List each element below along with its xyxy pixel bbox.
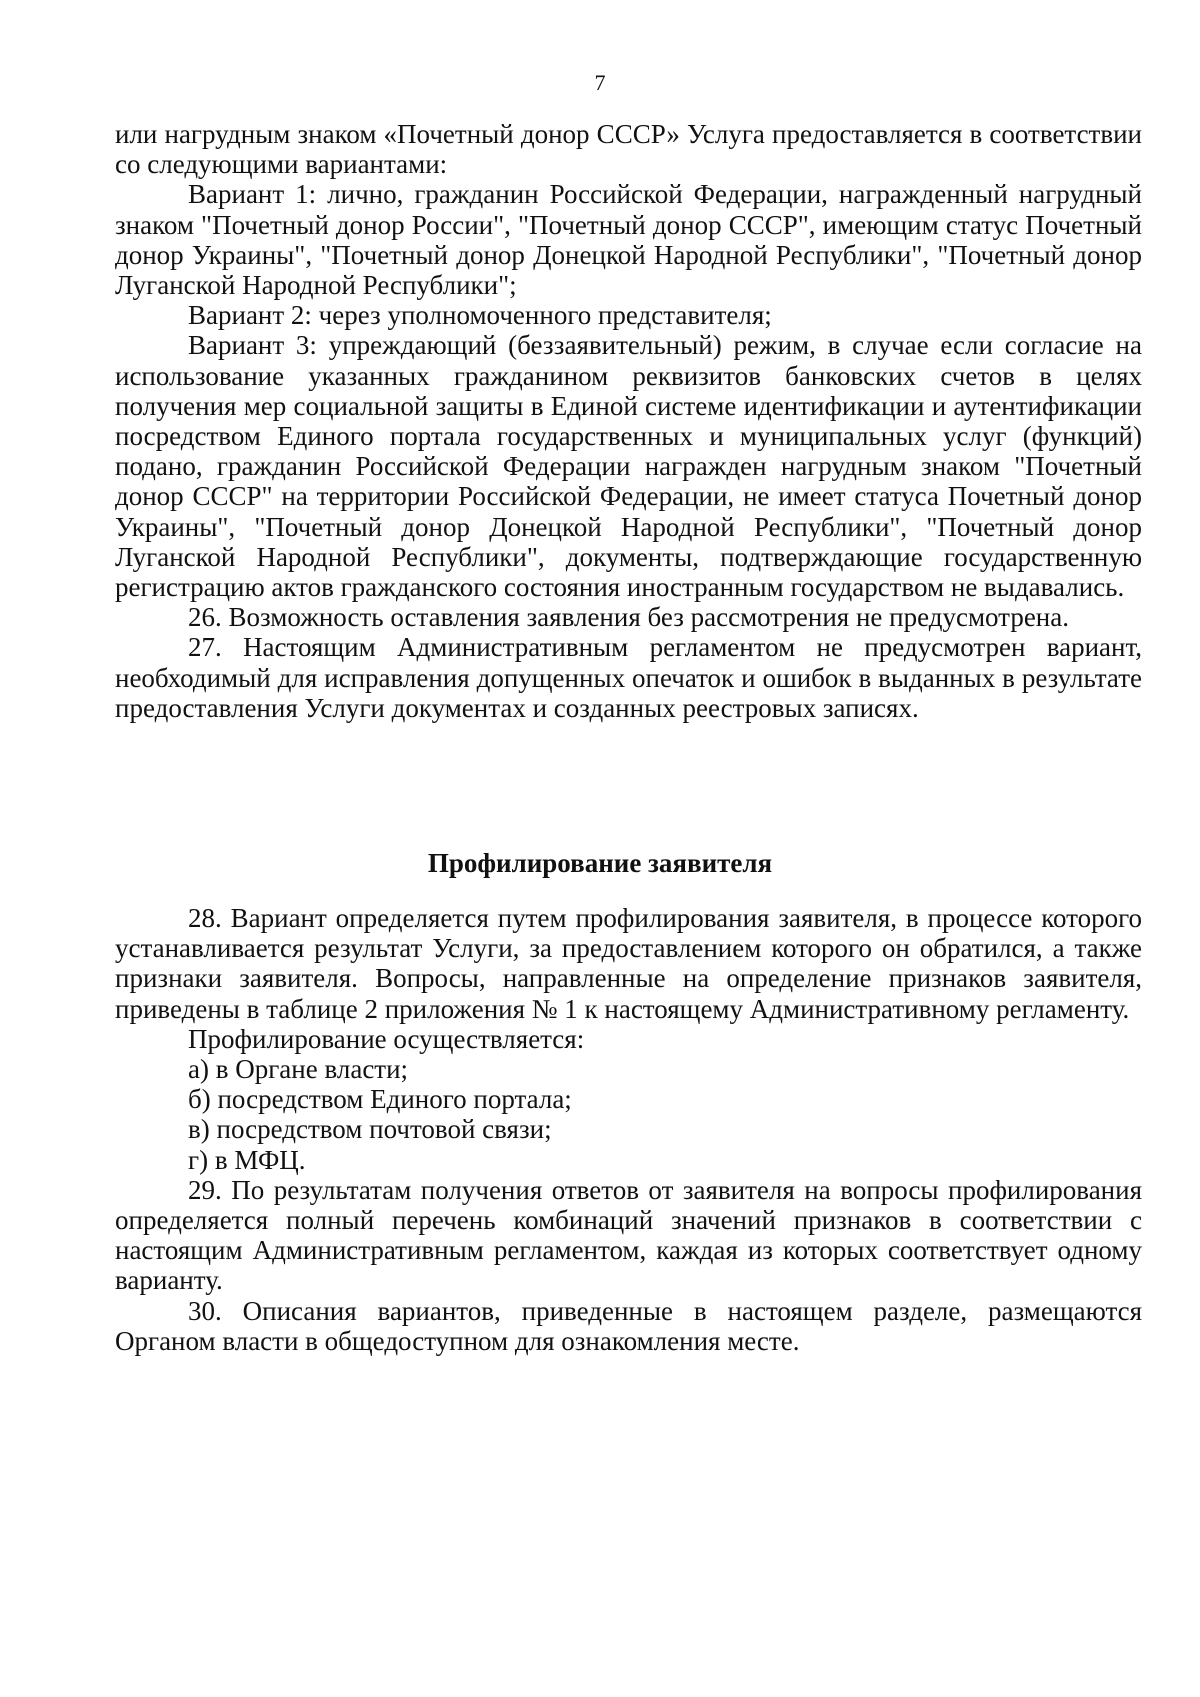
list-item-b: б) посредством Единого портала;: [188, 1084, 572, 1115]
paragraph-28: 28. Вариант определяется путем профилирования заявителя, в процессе которого устанавливается результат Услуги, за предоставлением которого он обратился, а также признаки заявителя. Вопросы, направленные на определение признаков заявителя, приведены в таблице 2 приложения № 1 к настоящему Административному регламенту.: [115, 903, 1142, 1024]
paragraph-variant-2: Вариант 2: через уполномоченного представителя;: [188, 300, 772, 331]
paragraph-27: 27. Настоящим Административным регламентом не предусмотрен вариант, необходимый для исправления допущенных опечаток и ошибок в выданных в результате предоставления Услуги документах и созданных реестровых записях.: [115, 632, 1142, 723]
list-item-a: а) в Органе власти;: [188, 1054, 409, 1085]
body-text-top: [115, 119, 1142, 723]
paragraph-variant-1: Вариант 1: лично, гражданин Российской Федерации, награжденный нагрудный знаком "Почетный донор России", "Почетный донор СССР", имеющим статус Почетный донор Украины", "Почетный донор Донецкой Народной Республики", "Почетный донор Луганской Народной Республики";: [115, 179, 1142, 301]
paragraph-29: 29. По результатам получения ответов от заявителя на вопросы профилирования определяется полный перечень комбинаций значений признаков в соответствии с настоящим Административным регламентом, каждая из которых соответствует одному варианту.: [115, 1174, 1142, 1296]
paragraph-profiling-intro: Профилирование осуществляется:: [188, 1023, 585, 1054]
page-number: 7: [594, 70, 606, 95]
section-heading: Профилирование заявителя: [427, 848, 773, 878]
paragraph-variant-3: Вариант 3: упреждающий (беззаявительный) режим, в случае если согласие на использование указанных гражданином реквизитов банковских счетов в целях получения мер социальной защиты в Единой системе идентификации и аутентификации посредством Единого портала государственных и муниципальных услуг (функций) подано, гражданин Российской Федерации награжден нагрудным знаком "Почетный донор СССР" на территории Российской Федерации, не имеет статуса Почетный донор Украины", "Почетный донор Донецкой Народной Республики", "Почетный донор Луганской Народной Республики", документы, подтверждающие государственную регистрацию актов гражданского состояния иностранным государством не выдавались.: [115, 330, 1142, 603]
list-item-v: в) посредством почтовой связи;: [188, 1114, 552, 1145]
paragraph-30: 30. Описания вариантов, приведенные в настоящем разделе, размещаются Органом власти в общедоступном для ознакомления месте.: [115, 1295, 1142, 1356]
paragraph-26: 26. Возможность оставления заявления без рассмотрения не предусмотрена.: [188, 602, 1069, 633]
list-item-g: г) в МФЦ.: [188, 1144, 306, 1175]
body-text-bottom: [115, 903, 1142, 1356]
paragraph-continuation: или нагрудным знаком «Почетный донор СССР» Услуга предоставляется в соответствии со следующими вариантами:: [115, 119, 1142, 180]
